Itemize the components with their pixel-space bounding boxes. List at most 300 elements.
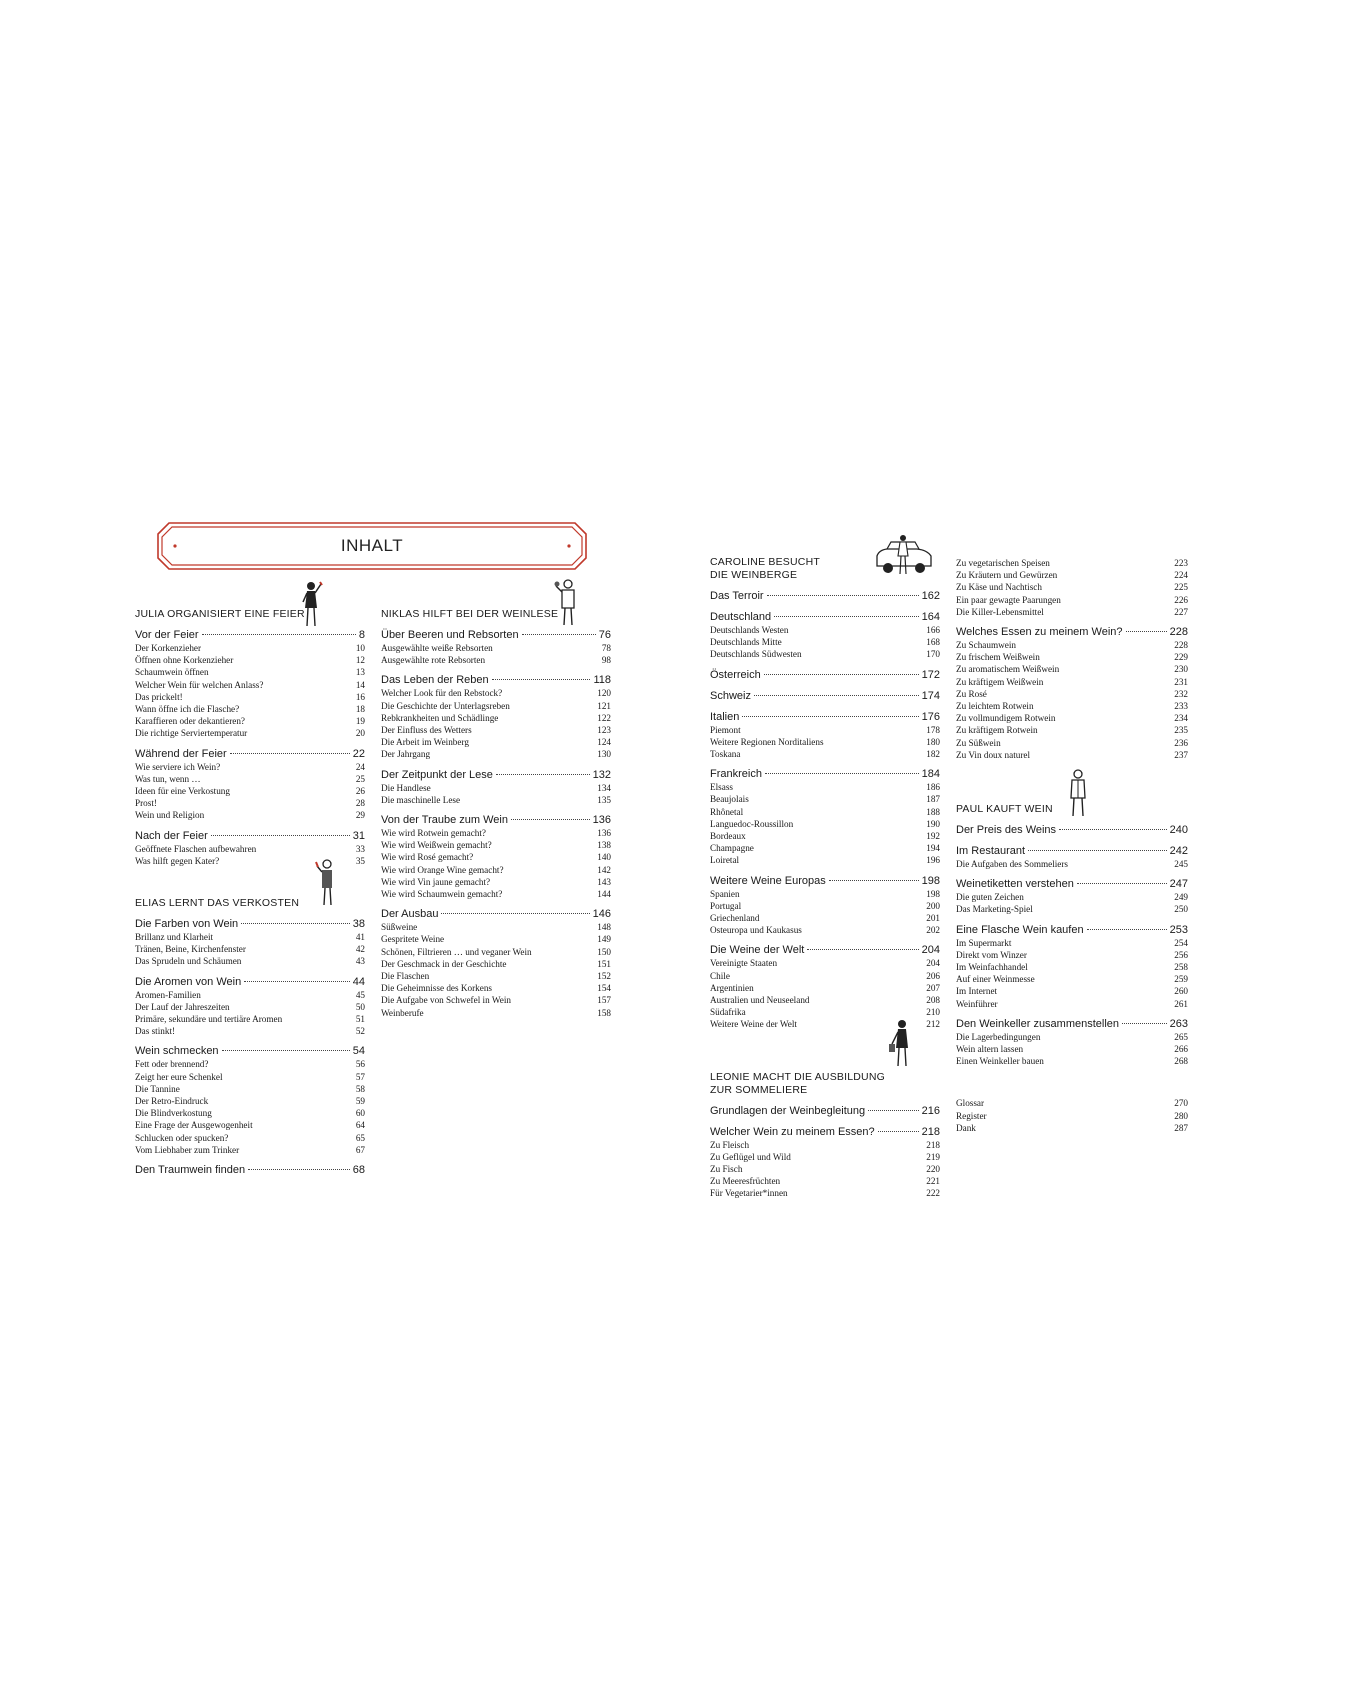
toc-entry[interactable] — [956, 557, 1188, 569]
section-entry[interactable] — [956, 923, 1188, 937]
entry-label: Auf einer Weinmesse — [956, 974, 1035, 985]
entry-label: Zu kräftigem Rotwein — [956, 725, 1038, 736]
entry-page: 287 — [1174, 1122, 1188, 1133]
toc-entry[interactable] — [710, 924, 940, 936]
entry-label: Die Handlese — [381, 782, 431, 793]
leader-dots — [511, 819, 590, 820]
elias-figure-icon — [313, 858, 339, 908]
toc-entry[interactable] — [135, 1107, 365, 1119]
toc-entry[interactable] — [135, 715, 365, 727]
entry-label: Der Lauf der Jahreszeiten — [135, 1001, 230, 1012]
section-label: Österreich — [710, 668, 761, 681]
entry-page: 150 — [597, 946, 611, 957]
entry-page: 134 — [597, 782, 611, 793]
section-page: 263 — [1169, 1017, 1188, 1030]
entry-label: Wie wird Rotwein gemacht? — [381, 828, 486, 839]
toc-entry[interactable] — [135, 843, 365, 855]
entry-page: 227 — [1174, 606, 1188, 617]
entry-page: 280 — [1174, 1110, 1188, 1121]
toc-entry[interactable] — [956, 688, 1188, 700]
section-entry[interactable] — [956, 625, 1188, 639]
entry-label: Zu Fisch — [710, 1164, 743, 1175]
entry-page: 250 — [1174, 904, 1188, 915]
entry-page: 196 — [926, 855, 940, 866]
section-page: 162 — [921, 590, 940, 602]
toc-entry[interactable] — [710, 793, 940, 805]
entry-page: 229 — [1174, 652, 1188, 663]
entry-label: Zu vollmundigem Rotwein — [956, 713, 1056, 724]
chapter-title: NIKLAS HILFT BEI DER WEINLESE — [381, 608, 559, 620]
section-page: 204 — [921, 944, 940, 957]
entry-page: 151 — [597, 958, 611, 969]
toc-entry[interactable] — [381, 654, 611, 666]
section-page: 253 — [1169, 923, 1188, 936]
entry-page: 124 — [597, 737, 611, 748]
chapter-title: CAROLINE BESUCHT — [710, 556, 820, 568]
entry-label: Portugal — [710, 900, 742, 911]
entry-label: Die Aufgabe von Schwefel in Wein — [381, 995, 511, 1006]
toc-entry[interactable] — [381, 839, 611, 851]
toc-entry[interactable] — [381, 982, 611, 994]
toc-entry[interactable] — [135, 691, 365, 703]
section-label: Der Zeitpunkt der Lese — [381, 768, 493, 781]
toc-entry[interactable] — [381, 933, 611, 945]
toc-entry[interactable] — [710, 624, 940, 636]
toc-entry[interactable] — [956, 724, 1188, 736]
section-label: Die Farben von Wein — [135, 918, 239, 931]
entry-page: 218 — [926, 1139, 940, 1150]
section-entry[interactable] — [710, 589, 940, 603]
leader-dots — [774, 616, 918, 617]
chapter — [956, 1097, 1188, 1134]
entry-page: 188 — [926, 806, 940, 817]
entry-label: Tränen, Beine, Kirchenfenster — [135, 944, 246, 955]
entry-page: 158 — [597, 1007, 611, 1018]
toc-entry[interactable] — [956, 676, 1188, 688]
paul-figure-icon — [1065, 768, 1091, 820]
section-page: 31 — [352, 829, 365, 842]
section-page: 136 — [592, 814, 611, 827]
toc-entry[interactable] — [956, 581, 1188, 593]
entry-label: Im Internet — [956, 986, 998, 997]
toc-entry[interactable] — [956, 891, 1188, 903]
entry-label: Spanien — [710, 888, 740, 899]
toc-entry[interactable] — [956, 1043, 1188, 1055]
entry-page: 19 — [355, 716, 365, 727]
toc-entry[interactable] — [956, 985, 1188, 997]
entry-label: Karaffieren oder dekantieren? — [135, 716, 246, 727]
entry-label: Zu Meeresfrüchten — [710, 1176, 781, 1187]
entry-page: 235 — [1174, 725, 1188, 736]
toc-entry[interactable] — [710, 1175, 940, 1187]
section-label: Welcher Wein zu meinem Essen? — [710, 1125, 875, 1138]
toc-entry[interactable] — [135, 989, 365, 1001]
toc-entry[interactable] — [956, 1122, 1188, 1134]
toc-entry[interactable] — [381, 794, 611, 806]
section-label: Die Aromen von Wein — [135, 975, 242, 988]
entry-label: Wie wird Orange Wine gemacht? — [381, 864, 504, 875]
section-page: 38 — [352, 918, 365, 931]
toc-entry[interactable] — [381, 958, 611, 970]
leader-dots — [522, 634, 596, 635]
entry-page: 260 — [1174, 986, 1188, 997]
entry-page: 225 — [1174, 582, 1188, 593]
toc-entry[interactable] — [135, 703, 365, 715]
toc-entry[interactable] — [710, 806, 940, 818]
entry-label: Ein paar gewagte Paarungen — [956, 594, 1061, 605]
section-page: 54 — [352, 1045, 365, 1058]
entry-page: 24 — [355, 761, 365, 772]
entry-label: Rhônetal — [710, 806, 744, 817]
toc-entry[interactable] — [710, 781, 940, 793]
section-entry[interactable] — [135, 628, 365, 642]
section-entry[interactable] — [710, 689, 940, 703]
entry-page: 219 — [926, 1151, 940, 1162]
entry-label: Was hilft gegen Kater? — [135, 855, 220, 866]
toc-entry[interactable] — [956, 1110, 1188, 1122]
toc-entry[interactable] — [956, 737, 1188, 749]
entry-label: Der Jahrgang — [381, 749, 431, 760]
section-entry[interactable] — [710, 710, 940, 724]
section-entry[interactable] — [381, 628, 611, 642]
toc-entry[interactable] — [381, 888, 611, 900]
section-entry[interactable] — [381, 907, 611, 921]
chapter-spacer — [956, 1067, 1188, 1097]
leader-dots — [492, 679, 591, 680]
section-entry[interactable] — [135, 747, 365, 761]
toc-entry[interactable] — [381, 827, 611, 839]
leader-dots — [878, 1131, 919, 1132]
entry-page: 56 — [355, 1059, 365, 1070]
entry-label: Zu leichtem Rotwein — [956, 701, 1034, 712]
chapter-title: ELIAS LERNT DAS VERKOSTEN — [135, 897, 300, 910]
toc-entry[interactable] — [956, 858, 1188, 870]
section-label: Während der Feier — [135, 747, 227, 760]
toc-entry[interactable] — [381, 851, 611, 863]
toc-entry[interactable] — [710, 636, 940, 648]
toc-entry[interactable] — [956, 712, 1188, 724]
entry-page: 138 — [597, 840, 611, 851]
entry-page: 25 — [355, 773, 365, 784]
toc-entry[interactable] — [956, 973, 1188, 985]
chapter-title: PAUL KAUFT WEIN — [956, 803, 1053, 816]
toc-entry[interactable] — [135, 797, 365, 809]
toc-entry[interactable] — [135, 931, 365, 943]
section-page: 8 — [358, 629, 365, 641]
entry-page: 202 — [926, 925, 940, 936]
toc-entry[interactable] — [956, 639, 1188, 651]
entry-label: Einen Weinkeller bauen — [956, 1056, 1044, 1067]
section-label: Das Leben der Reben — [381, 674, 489, 687]
entry-page: 180 — [926, 736, 940, 747]
chapter-title: JULIA ORGANISIERT EINE FEIER — [135, 608, 305, 620]
entry-page: 42 — [355, 944, 365, 955]
toc-entry[interactable] — [956, 937, 1188, 949]
section-label: Weitere Weine Europas — [710, 874, 826, 887]
entry-label: Glossar — [956, 1098, 985, 1109]
section-entry[interactable] — [956, 844, 1188, 858]
toc-entry[interactable] — [135, 1119, 365, 1131]
chapter — [710, 556, 940, 1031]
toc-entry[interactable] — [710, 912, 940, 924]
toc-entry[interactable] — [710, 830, 940, 842]
toc-entry[interactable] — [710, 982, 940, 994]
toc-entry[interactable] — [381, 946, 611, 958]
toc-entry[interactable] — [956, 651, 1188, 663]
leader-dots — [754, 695, 919, 696]
entry-page: 123 — [597, 725, 611, 736]
toc-entry[interactable] — [710, 1163, 940, 1175]
entry-page: 18 — [355, 704, 365, 715]
entry-label: Zu kräftigem Weißwein — [956, 676, 1044, 687]
toc-entry[interactable] — [956, 749, 1188, 761]
toc-entry[interactable] — [135, 955, 365, 967]
section-entry[interactable] — [956, 1017, 1188, 1031]
section-entry[interactable] — [381, 813, 611, 827]
section-entry[interactable] — [135, 1044, 365, 1058]
toc-entry[interactable] — [135, 666, 365, 678]
entry-label: Piemont — [710, 724, 741, 735]
section-entry[interactable] — [135, 1163, 365, 1177]
section-entry[interactable] — [710, 1125, 940, 1139]
entry-page: 58 — [355, 1083, 365, 1094]
toc-entry[interactable] — [956, 961, 1188, 973]
toc-entry[interactable] — [710, 1006, 940, 1018]
toc-entry[interactable] — [381, 642, 611, 654]
section-entry[interactable] — [710, 943, 940, 957]
entry-label: Zu Schaumwein — [956, 640, 1016, 651]
entry-label: Welcher Wein für welchen Anlass? — [135, 679, 264, 690]
entry-label: Was tun, wenn … — [135, 773, 201, 784]
section-entry[interactable] — [135, 829, 365, 843]
entry-page: 234 — [1174, 713, 1188, 724]
toc-entry[interactable] — [710, 736, 940, 748]
section-entry[interactable] — [710, 668, 940, 682]
toc-entry[interactable] — [381, 687, 611, 699]
section-entry[interactable] — [135, 975, 365, 989]
toc-entry[interactable] — [956, 949, 1188, 961]
section-page: 216 — [921, 1104, 940, 1117]
toc-entry[interactable] — [956, 1097, 1188, 1109]
entry-label: Deutschlands Mitte — [710, 637, 782, 648]
toc-entry[interactable] — [381, 724, 611, 736]
entry-label: Elsass — [710, 782, 733, 793]
toc-entry[interactable] — [381, 921, 611, 933]
entry-label: Der Geschmack in der Geschichte — [381, 958, 507, 969]
toc-entry[interactable] — [135, 1013, 365, 1025]
entry-page: 266 — [1174, 1044, 1188, 1055]
entry-page: 270 — [1174, 1098, 1188, 1109]
entry-label: Die Tannine — [135, 1083, 180, 1094]
toc-entry[interactable] — [710, 994, 940, 1006]
entry-page: 182 — [926, 749, 940, 760]
entry-label: Zu vegetarischen Speisen — [956, 558, 1050, 568]
toc-entry[interactable] — [381, 970, 611, 982]
leader-dots — [211, 835, 350, 836]
section-entry[interactable] — [381, 768, 611, 782]
entry-label: Bordeaux — [710, 831, 746, 842]
section-entry[interactable] — [381, 673, 611, 687]
entry-page: 67 — [355, 1144, 365, 1155]
entry-page: 51 — [355, 1014, 365, 1025]
section-page: 198 — [921, 874, 940, 887]
entry-label: Der Retro-Eindruck — [135, 1096, 209, 1107]
entry-page: 265 — [1174, 1031, 1188, 1042]
entry-label: Deutschlands Südwesten — [710, 649, 802, 660]
entry-label: Die Flaschen — [381, 971, 430, 982]
entry-label: Der Korkenzieher — [135, 643, 202, 653]
toc-entry[interactable] — [381, 700, 611, 712]
toc-entry[interactable] — [710, 1139, 940, 1151]
toc-entry[interactable] — [381, 712, 611, 724]
entry-page: 232 — [1174, 688, 1188, 699]
leader-dots — [807, 949, 918, 950]
toc-entry[interactable] — [135, 1144, 365, 1156]
toc-entry[interactable] — [135, 1132, 365, 1144]
entry-page: 28 — [355, 798, 365, 809]
toc-entry[interactable] — [710, 888, 940, 900]
toc-entry[interactable] — [135, 1095, 365, 1107]
entry-label: Wie wird Rosé gemacht? — [381, 852, 474, 863]
toc-entry[interactable] — [135, 679, 365, 691]
entry-label: Brillanz und Klarheit — [135, 932, 214, 943]
toc-entry[interactable] — [710, 1187, 940, 1199]
toc-entry[interactable] — [956, 569, 1188, 581]
section-entry[interactable] — [710, 610, 940, 624]
entry-label: Deutschlands Westen — [710, 625, 789, 635]
section-entry[interactable] — [710, 874, 940, 888]
entry-page: 170 — [926, 649, 940, 660]
toc-entry[interactable] — [710, 1151, 940, 1163]
section-entry[interactable] — [135, 917, 365, 931]
entry-page: 254 — [1174, 937, 1188, 948]
leader-dots — [230, 753, 350, 754]
entry-page: 122 — [597, 712, 611, 723]
toc-entry[interactable] — [135, 727, 365, 739]
entry-page: 194 — [926, 843, 940, 854]
toc-entry[interactable] — [956, 1055, 1188, 1067]
toc-entry[interactable] — [710, 648, 940, 660]
section-page: 132 — [592, 768, 611, 781]
entry-label: Weinberufe — [381, 1007, 424, 1018]
section-page: 22 — [352, 747, 365, 760]
entry-label: Rebkrankheiten und Schädlinge — [381, 712, 499, 723]
toc-entry[interactable] — [381, 994, 611, 1006]
entry-page: 13 — [355, 667, 365, 678]
toc-entry[interactable] — [135, 1083, 365, 1095]
entry-page: 206 — [926, 970, 940, 981]
toc-entry[interactable] — [135, 809, 365, 821]
toc-entry[interactable] — [710, 854, 940, 866]
entry-page: 207 — [926, 982, 940, 993]
entry-page: 259 — [1174, 974, 1188, 985]
toc-entry[interactable] — [135, 773, 365, 785]
toc-entry[interactable] — [381, 736, 611, 748]
toc-entry[interactable] — [135, 1058, 365, 1070]
entry-page: 65 — [355, 1132, 365, 1143]
entry-page: 142 — [597, 864, 611, 875]
leader-dots — [767, 595, 919, 596]
toc-entry[interactable] — [956, 594, 1188, 606]
toc-entry[interactable] — [135, 785, 365, 797]
toc-entry[interactable] — [710, 748, 940, 760]
toc-entry[interactable] — [135, 1001, 365, 1013]
toc-entry[interactable] — [135, 761, 365, 773]
toc-entry[interactable] — [381, 782, 611, 794]
section-entry[interactable] — [710, 767, 940, 781]
entry-page: 57 — [355, 1071, 365, 1082]
entry-page: 220 — [926, 1164, 940, 1175]
entry-label: Zu Süßwein — [956, 737, 1001, 748]
section-page: 242 — [1169, 845, 1188, 858]
entry-label: Vereinigte Staaten — [710, 958, 778, 969]
toc-entry[interactable] — [135, 654, 365, 666]
toc-entry[interactable] — [956, 663, 1188, 675]
entry-label: Wie serviere ich Wein? — [135, 761, 221, 772]
entry-page: 231 — [1174, 676, 1188, 687]
leader-dots — [1087, 929, 1167, 930]
chapter — [381, 608, 611, 1019]
toc-entry[interactable] — [135, 1071, 365, 1083]
toc-entry[interactable] — [135, 1025, 365, 1037]
leader-dots — [1126, 631, 1167, 632]
toc-entry[interactable] — [710, 900, 940, 912]
toc-entry[interactable] — [381, 864, 611, 876]
entry-label: Zu Geflügel und Wild — [710, 1151, 791, 1162]
section-page: 184 — [921, 768, 940, 781]
entry-page: 136 — [597, 828, 611, 839]
toc-entry[interactable] — [381, 1007, 611, 1019]
toc-entry[interactable] — [710, 724, 940, 736]
toc-entry[interactable] — [710, 842, 940, 854]
entry-page: 154 — [597, 983, 611, 994]
toc-entry[interactable] — [956, 998, 1188, 1010]
toc-entry[interactable] — [710, 970, 940, 982]
entry-page: 130 — [597, 749, 611, 760]
toc-column-2 — [381, 608, 611, 1019]
entry-page: 208 — [926, 995, 940, 1006]
section-label: Welches Essen zu meinem Wein? — [956, 626, 1123, 639]
toc-entry[interactable] — [956, 606, 1188, 618]
toc-entry[interactable] — [956, 700, 1188, 712]
toc-entry[interactable] — [381, 876, 611, 888]
leader-dots — [441, 913, 589, 914]
toc-entry[interactable] — [710, 957, 940, 969]
toc-entry[interactable] — [381, 748, 611, 760]
leader-dots — [1122, 1023, 1167, 1024]
contents-banner — [157, 522, 587, 570]
entry-label: Wie wird Weißwein gemacht? — [381, 840, 492, 851]
section-entry[interactable] — [710, 1104, 940, 1118]
entry-label: Dank — [956, 1122, 976, 1133]
toc-entry[interactable] — [956, 903, 1188, 915]
section-label: Von der Traube zum Wein — [381, 814, 508, 827]
entry-label: Schaumwein öffnen — [135, 667, 209, 678]
section-entry[interactable] — [956, 877, 1188, 891]
toc-entry[interactable] — [135, 642, 365, 654]
toc-entry[interactable] — [710, 818, 940, 830]
section-page: 118 — [593, 674, 611, 687]
section-label: Die Weine der Welt — [710, 944, 805, 957]
entry-page: 187 — [926, 794, 940, 805]
section-entry[interactable] — [956, 823, 1188, 837]
toc-entry[interactable] — [956, 1031, 1188, 1043]
entry-page: 140 — [597, 852, 611, 863]
entry-label: Welcher Look für den Rebstock? — [381, 688, 503, 699]
toc-entry[interactable] — [135, 943, 365, 955]
leader-dots — [248, 1169, 350, 1170]
entry-page: 224 — [1174, 570, 1188, 581]
